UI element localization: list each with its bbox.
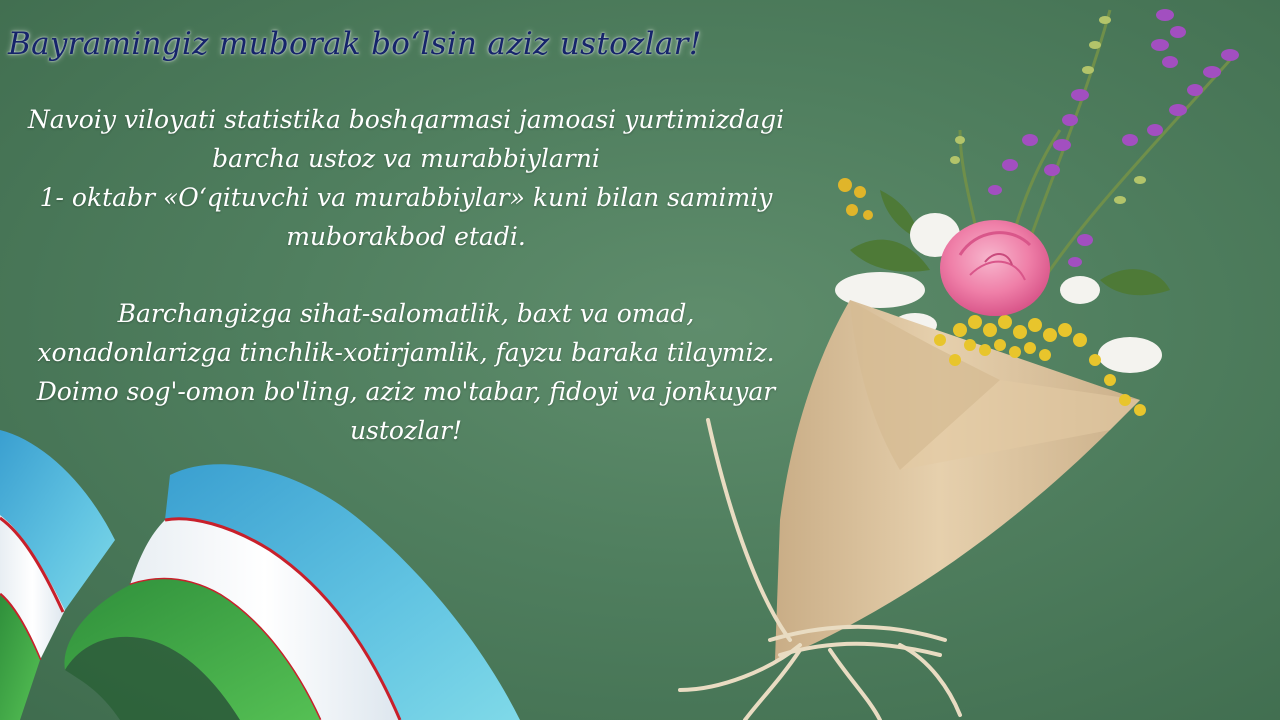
- message-line: 1- oktabr «O‘qituvchi va murabbiylar» kuni bilan samimiy: [39, 183, 773, 212]
- message-line: Navoiy viloyati statistika boshqarmasi jamoasi yurtimizdagi: [27, 105, 785, 134]
- greeting-paragraph-2: [0, 294, 812, 450]
- message-line: Barchangizga sihat-salomatlik, baxt va omad,: [117, 299, 695, 328]
- message-line: muborakbod etadi.: [286, 222, 526, 251]
- message-line: xonadonlarizga tinchlik-xotirjamlik, fayzu baraka tilaymiz.: [37, 338, 775, 367]
- greeting-title: Bayramingiz muborak bo‘lsin aziz ustozlar!: [8, 26, 702, 62]
- message-line: Doimo sog'-omon bo'ling, aziz mo'tabar, fidoyi va jonkuyar: [36, 377, 776, 406]
- message-line: ustozlar!: [349, 416, 463, 445]
- greeting-paragraph-1: [0, 100, 812, 256]
- message-line: barcha ustoz va murabbiylarni: [212, 144, 600, 173]
